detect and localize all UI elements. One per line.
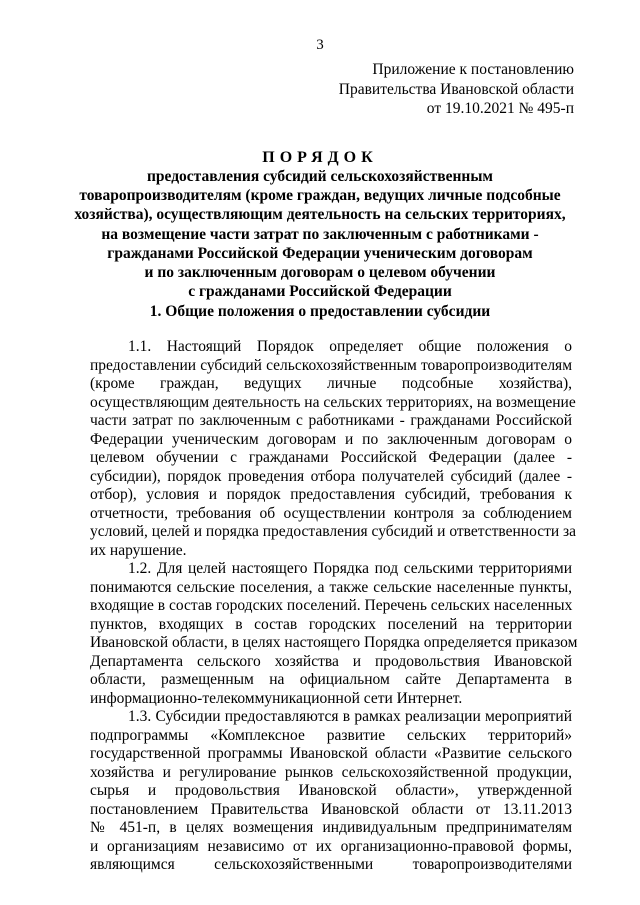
paragraph-line: условий, целей и порядка предоставления субсидий и ответственности за bbox=[90, 523, 577, 540]
paragraph-line: (кроме граждан, ведущих личные подсобные хозяйства), bbox=[90, 375, 572, 392]
paragraph-line: отчетности, требования об осуществлении контроля за соблюдением bbox=[90, 504, 572, 522]
paragraph-line: предоставлении субсидий сельскохозяйственным товаропроизводителям bbox=[90, 356, 572, 374]
paragraph-line: Ивановской области, в целях настоящего Порядка определяется приказом bbox=[90, 634, 578, 651]
document-title: ПОРЯДОК bbox=[262, 149, 378, 166]
paragraph-line: 1.1. Настоящий Порядок определяет общие положения о bbox=[128, 338, 572, 355]
paragraph-line: постановлением Правительства Ивановской области от 13.11.2013 bbox=[90, 800, 572, 818]
paragraph-line: осуществляющим деятельность на сельских территориях, на возмещение bbox=[90, 393, 576, 411]
appendix-line: от 19.10.2021 № 495-п bbox=[426, 100, 574, 117]
paragraph-line: субсидии), порядок проведения отбора получателей субсидий (далее - bbox=[90, 467, 572, 485]
paragraph-line: Департамента сельского хозяйства и продовольствия Ивановской bbox=[90, 652, 572, 670]
paragraph-line: их нарушение. bbox=[90, 541, 187, 559]
paragraph-line: понимаются сельские поселения, а также сельские населенные пункты, bbox=[90, 578, 572, 596]
document-subtitle bbox=[0, 167, 640, 301]
page-number: 3 bbox=[316, 37, 324, 53]
subtitle-line: предоставления субсидий сельскохозяйственным bbox=[146, 168, 493, 185]
subtitle-line: товаропроизводителям (кроме граждан, ведущих личные подсобные bbox=[79, 187, 561, 205]
subtitle-line: и по заключенным договорам о целевом обучении bbox=[144, 264, 496, 282]
paragraph-line: сырья и продовольствия Ивановской области», утвержденной bbox=[90, 782, 572, 799]
appendix-line: Приложение к постановлению bbox=[372, 61, 574, 78]
paragraph-line: хозяйства и регулирование рынков сельскохозяйственной продукции, bbox=[90, 763, 572, 781]
paragraph-line: являющимся сельскохозяйственными товаропроизводителями bbox=[90, 856, 572, 873]
paragraph-line: подпрограммы «Комплексное развитие сельских территорий» bbox=[90, 726, 572, 744]
paragraph-line: информационно-телекоммуникационной сети Интернет. bbox=[90, 689, 463, 707]
paragraph-line: Федерации ученическим договорам и по заключенным договорам о bbox=[90, 430, 572, 448]
subtitle-line: гражданами Российской Федерации ученическим договорам bbox=[107, 244, 533, 262]
paragraph-line: отбор), условия и порядок предоставления субсидий, требования к bbox=[90, 486, 572, 503]
paragraph-line: № 451-п, в целях возмещения индивидуальным предпринимателям bbox=[90, 819, 572, 836]
paragraph-line: пунктов, входящих в состав городских поселений на территории bbox=[90, 615, 572, 633]
paragraph-line: 1.3. Субсидии предоставляются в рамках реализации мероприятий bbox=[128, 708, 572, 725]
paragraph-line: входящие в состав городских поселений. Перечень сельских населенных bbox=[90, 597, 573, 614]
appendix-line: Правительства Ивановской области bbox=[338, 80, 574, 98]
section-heading: 1. Общие положения о предоставлении субсидии bbox=[149, 303, 491, 320]
paragraph-line: области, размещенным на официальном сайте Департамента в bbox=[90, 671, 572, 688]
paragraph-line: 1.2. Для целей настоящего Порядка под сельскими территориями bbox=[128, 560, 572, 577]
paragraph bbox=[90, 338, 577, 560]
paragraph-line: и организациям независимо от их организационно-правовой формы, bbox=[90, 837, 572, 855]
subtitle-line: с гражданами Российской Федерации bbox=[188, 283, 452, 301]
paragraph-line: части затрат по заключенным с работниками - гражданами Российской bbox=[90, 412, 572, 429]
paragraph-line: целевом обучении с гражданами Российской Федерации (далее - bbox=[90, 449, 572, 466]
appendix-reference bbox=[339, 60, 574, 119]
paragraph-line: государственной программы Ивановской области «Развитие сельского bbox=[90, 745, 572, 762]
paragraph bbox=[90, 708, 572, 875]
subtitle-line: хозяйства), осуществляющим деятельность на сельских территориях, bbox=[74, 206, 566, 224]
subtitle-line: на возмещение части затрат по заключенным с работниками - bbox=[101, 225, 539, 243]
paragraph bbox=[90, 560, 578, 708]
body-text bbox=[90, 338, 578, 875]
